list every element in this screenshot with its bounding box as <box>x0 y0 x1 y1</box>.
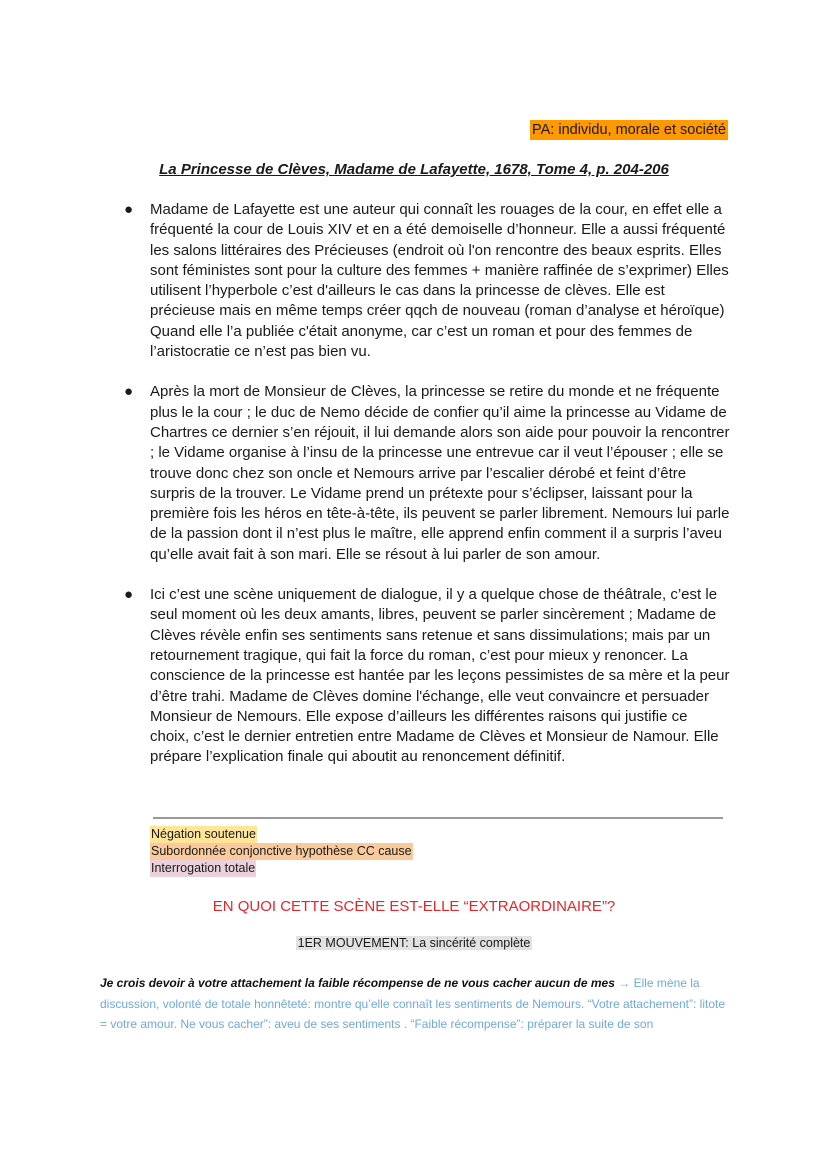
bullet-dot-icon: ● <box>124 586 134 604</box>
movement-label: 1ER MOUVEMENT: La sincérité complète <box>297 936 531 950</box>
bullet-item <box>120 585 730 768</box>
bullet-text: Ici c’est une scène uniquement de dialogue, il y a quelque chose de théâtrale, c’est le seul moment où les deux amants, libres, peuvent se parler sincèrement ; Madame de Clèves révèle enfin ses sentiments sans retenue et sans dissimulations; mais par un retournement tragique, qui fait la force du roman, c’est pour mieux y renoncer. La conscience de la princesse est hantée par les leçons pessimistes de sa mère et la peur d’être trahi. Madame de Clèves domine l'échange, elle veut convaincre et persuader Monsieur de Nemours. Elle expose d’ailleurs les différentes raisons qui justifie ce choix, c’est le dernier entretien entre Madame de Clèves et Monsieur de Namour. Elle prépare l’explication finale qui aboutit au renoncement définitif. <box>150 586 730 766</box>
bullet-dot-icon: ● <box>124 201 134 218</box>
bullet-item <box>120 200 730 362</box>
problematique-heading: EN QUOI CETTE SCÈNE EST-ELLE “EXTRAORDINAIRE”? <box>212 898 616 915</box>
arrow-right-icon: → <box>618 976 631 990</box>
analysis-comment: Elle mène la discussion, volonté de totale honnêteté: montre qu’elle connaît les sentiments de Nemours. “Votre attachement”: litote = votre amour. Ne vous cacher”: aveu de ses sentiments . “Faible récompense”: préparer la suite de son <box>100 976 726 1031</box>
bullet-item <box>120 382 730 565</box>
pa-tag: PA: individu, morale et société <box>532 122 726 138</box>
analysis-paragraph <box>100 973 730 1035</box>
legend-item-negation: Négation soutenue <box>151 827 256 841</box>
bullet-text: Madame de Lafayette est une auteur qui connaît les rouages de la cour, en effet elle a fréquenté la cour de Louis XIV et en a été demoiselle d’honneur. Elle a aussi fréquenté les salons littéraires des Précieuses (endroit où l'on rencontre des beaux esprits. Elles sont féministes sont pour la culture des femmes + manière raffinée de s’exprimer) Elles utilisent l’hyperbole c’est d'ailleurs le cas dans la princesse de clèves. Elle est précieuse mais en même temps créer qqch de nouveau (roman d’analyse et héroïque) Quand elle l’a publiée c'était anonyme, car c’est un roman et pour des femmes de l’aristocratie ce n’est pas bien vu. <box>150 201 729 361</box>
bullet-dot-icon: ● <box>124 383 134 401</box>
legend-item-subordonnee: Subordonnée conjonctive hypothèse CC cause <box>151 844 412 858</box>
summary-bullet-list <box>120 200 730 788</box>
movement-heading <box>0 935 828 952</box>
bullet-text: Après la mort de Monsieur de Clèves, la princesse se retire du monde et ne fréquente plus le la cour ; le duc de Nemo décide de confier qu’il aime la princesse au Vidame de Chartres ce dernier s’en réjouit, il lui demande alors son aide pour pouvoir la rencontrer ; le Vidame organise à l’insu de la princesse une entrevue car il veut l’épouser ; elle se trouve donc chez son oncle et Nemours arrive par l’escalier dérobé et feint d’être surpris de la trouver. Le Vidame prend un prétexte pour s’éclipser, laissant pour la première fois les héros en tête-à-tête, ils peuvent se parler librement. Nemours lui parle de la passion dont il n’est plus le maître, elle apprend enfin comment il a surpris l’aveu qu’elle avait fait à son mari. Elle se résout à lui parler de son amour. <box>150 383 730 563</box>
document-title: La Princesse de Clèves, Madame de Lafayette, 1678, Tome 4, p. 204-206 <box>159 161 669 178</box>
highlight-legend <box>150 826 413 877</box>
legend-item-interrogation: Interrogation totale <box>151 861 256 875</box>
text-quote: Je crois devoir à votre attachement la faible récompense de ne vous cacher aucun de mes <box>100 976 615 990</box>
horizontal-divider <box>153 817 723 819</box>
